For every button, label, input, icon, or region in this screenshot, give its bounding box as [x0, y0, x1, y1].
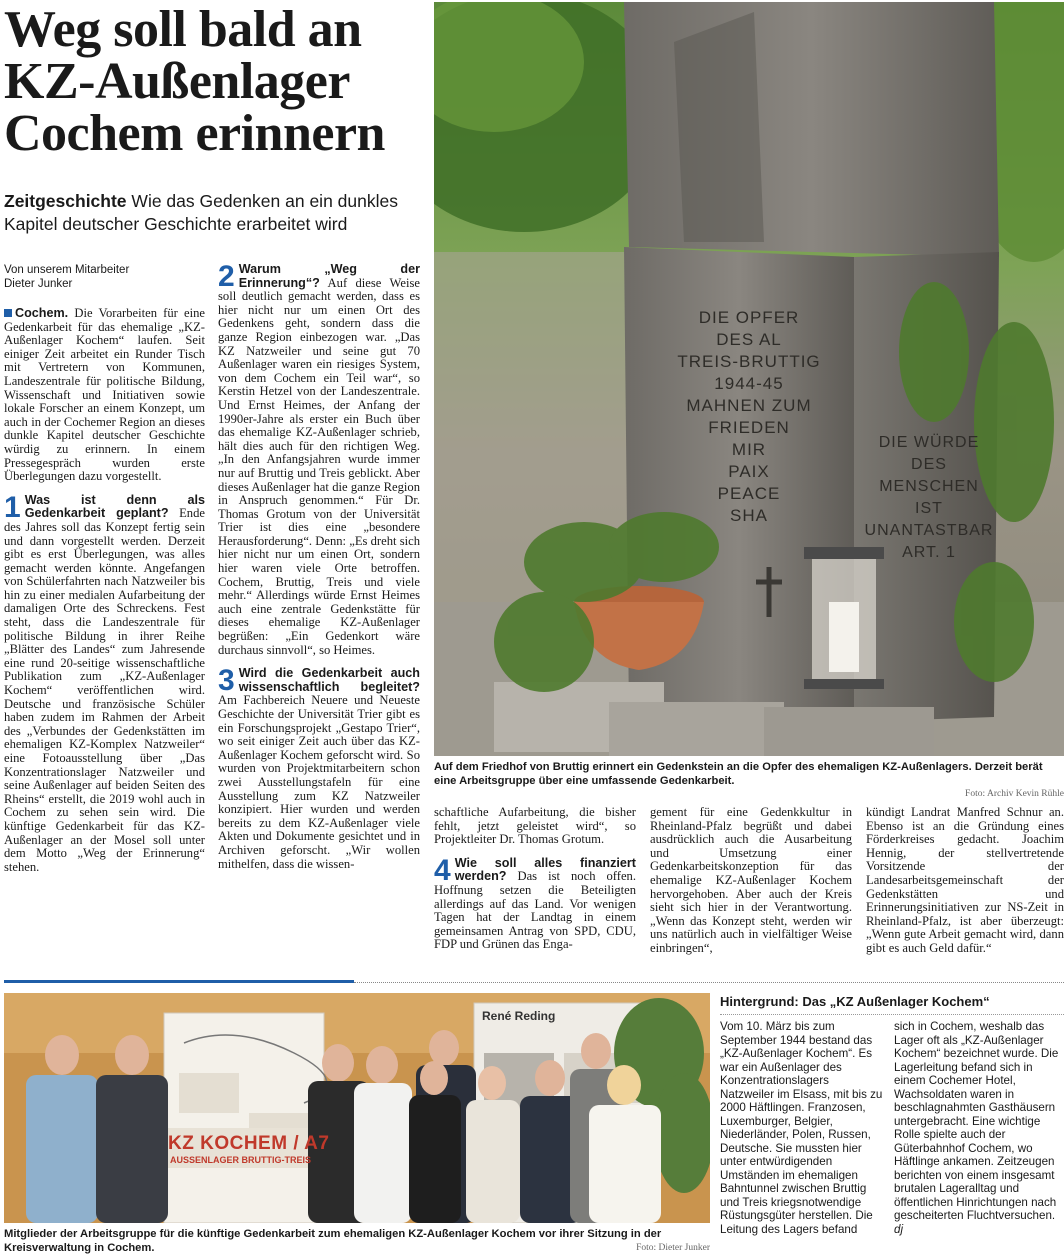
column-1: [4, 307, 205, 874]
photo-group: [4, 993, 710, 1223]
question-4-title: Wie soll alles finanziert werden?: [454, 855, 636, 884]
byline-line-2: Dieter Junker: [4, 278, 73, 290]
inscription-line: MAHNEN ZUM FRIEDEN: [686, 396, 812, 437]
intro-text: Die Vorarbeiten für eine Gedenkarbeit für das ehemalige „KZ-Außenlager Kochem“ laufen. Seit einiger Zeit arbeitet ein Runder Tisch mit Vertretern von Kommunen, Landeszentrale für politische Bildung, Wissenschaft und Initiativen sowie lokale Forscher an einem Konzept, um auch in der Cochemer Region an dieses dunkle Kapitel deutscher Geschichte würdig zu erinnern. In einem Pressegespräch wurden erste Überlegungen dazu vorgestellt.: [4, 306, 205, 484]
column-3-continuation: schaftliche Aufarbeitung, die bisher fehlt, jetzt geleistet wird“, so Projektleiter Dr. Thomas Grotum.: [434, 805, 636, 847]
photo-1-credit: Foto: Archiv Kevin Rühle: [965, 789, 1064, 799]
subhead-rubric: Zeitgeschichte: [4, 191, 127, 211]
inscription-line: UNANTASTBAR: [864, 522, 994, 539]
photo-1-caption: Auf dem Friedhof von Bruttig erinnert ein Gedenkstein an die Opfer des ehemaligen KZ-Außenlagers. Derzeit berät eine Arbeitsgruppe über eine umfassende Gedenkarbeit.: [434, 761, 1043, 787]
column-4: [650, 806, 852, 956]
subheadline: [4, 190, 429, 236]
question-2-title: Warum „Weg der Erinnerung“?: [238, 262, 420, 290]
poster-name: René Reding: [482, 1009, 556, 1023]
inscription-line: ART. 1: [902, 544, 956, 561]
question-3-number: 3: [218, 664, 235, 698]
inscription-line: DIE WÜRDE: [878, 434, 980, 451]
photo-memorial-stone: [434, 2, 1064, 756]
column-2: [218, 260, 420, 871]
accent-square: [4, 309, 12, 317]
inscription-line: IST: [915, 500, 943, 517]
headline-line-1: Weg soll bald an: [4, 1, 362, 58]
intro-place: Cochem.: [15, 306, 69, 320]
question-3: [218, 664, 420, 871]
question-1-text: Ende des Jahres soll das Konzept fertig sein und dann vorgestellt werden. Derzeit gibt es erst Überlegungen, was alles gemacht werden könnte. Angefangen von Schülerfahrten nach Natzweiler bis hin zu einer medialen Aufarbeitung der damaligen Orte des Schreckens. Fest steht, dass die Landeszentrale für politische Bildung in ihrer Reihe „Blätter des Landes“ zum Jahresende eine rund 20-seitige wissenschaftliche Publikation zum „KZ-Außenlager Kochem“ veröffentlichen wird. Deutsche und französische Schüler haben zudem im Rahmen der Arbeit des „Verbundes der Gedenkstätten im ehemaligen KZ-Komplex Natzweiler“ eine Fotoausstellung über „Das Konzentrationslager Natzweiler und seine Außenlager auf beiden Seiten des Rheins“ erstellt, die 2019 wohl auch in Cochem zu sehen sein wird. Die künftige Gedenkarbeit für das KZ-Außenlager an der Mosel soll unter dem Motto „Weg der Erinnerung“ stehen.: [4, 506, 205, 874]
question-2: [218, 260, 420, 657]
inscription-line: SHA: [730, 506, 768, 525]
photo-2-credit: Foto: Dieter Junker: [636, 1243, 710, 1253]
background-box-column-2: [894, 1020, 1064, 1254]
photo-2-caption: Mitglieder der Arbeitsgruppe für die künftige Gedenkarbeit zum ehemaligen KZ-Außenlager Kochem vor ihrer Sitzung in der Kreisverwaltung in Cochem.: [4, 1228, 662, 1254]
inscription-line: DIE OPFER: [698, 308, 800, 327]
inscription-line: MIR: [731, 440, 767, 459]
stone-inscription-right: [859, 432, 999, 564]
byline-line-1: Von unserem Mitarbeiter: [4, 264, 130, 276]
author-signature: dj: [894, 1222, 904, 1236]
question-1-title: Was ist denn als Gedenkarbeit geplant?: [24, 492, 205, 521]
inscription-line: DES MENSCHEN: [879, 456, 979, 495]
question-3-title: Wird die Gedenkarbeit auch wissenschaftlich begleitet?: [238, 666, 420, 694]
banner-big-text: KZ KOCHEM / A7: [168, 1133, 330, 1154]
intro-paragraph: [4, 307, 205, 484]
column-5-text: kündigt Landrat Manfred Schnur an. Ebenso ist an die Gründung eines Förderkreises gedacht. Joachim Hennig, der stellvertretende Vorsitzende der Landesarbeitsgemeinschaft der Gedenkstätten und Erinnerungsinitiativen zur NS-Zeit in Rheinland-Pfalz, ist aber überzeugt: „Wenn gute Arbeit gemacht wird, dann gibt es auch Geld dafür.“: [866, 805, 1064, 955]
question-1-number: 1: [4, 490, 21, 524]
background-box-divider: [720, 1014, 1064, 1015]
stone-inscription-left: [644, 307, 854, 527]
question-4-number: 4: [434, 853, 451, 887]
column-3: [434, 806, 636, 952]
question-1: [4, 490, 205, 875]
inscription-line: PEACE: [717, 484, 781, 503]
headline-line-2: KZ-Außenlager: [4, 53, 350, 110]
group-photo-svg: [4, 993, 710, 1223]
column-4-text: gement für eine Gedenkkultur in Rheinland-Pfalz begrüßt und dabei ausdrücklich auch die Ausarbeitung und Umsetzung einer Gedenkarbeitskonzeption für das ehemalige KZ-Außenlager Kochem hervorgehoben. Aber auch der Kreis sieht sich hier in der Verantwortung. „Wenn das Konzept steht, werden wir uns natürlich auch in vielfältiger Weise einbringen“,: [650, 805, 852, 955]
column-5: [866, 806, 1064, 956]
question-4: [434, 853, 636, 952]
headline-line-3: Cochem erinnern: [4, 105, 385, 162]
byline: [4, 263, 129, 291]
background-box-column-2-text: sich in Cochem, weshalb das Lager oft als „KZ-Außenlager Kochem“ bezeichnet wurde. Die Lagerleitung befand sich in einem Cochemer Hotel, Wachsoldaten waren in beschlagnahmten Gasthäusern untergebracht. Eine wichtige Rolle spielte auch der Güterbahnhof Cochem, wo Häftlinge ankamen. Zeitzeugen berichten von einem insgesamt brutalen Lageralltag und öffentlichen Hinrichtungen nach gescheiterten Fluchtversuchen.: [894, 1020, 1059, 1222]
banner-small-text: AUSSENLAGER BRUTTIG-TREIS: [170, 1155, 312, 1165]
background-box-title: Hintergrund: Das „KZ Außenlager Kochem“: [720, 994, 990, 1009]
section-divider: [4, 980, 354, 983]
question-4-text: Das ist noch offen. Hoffnung setzen die Beteiligten allerdings auf das Land. Vor wenigen Tagen hat der Landtag in einem gemeinsamen Antrag von SPD, CDU, FDP und Grünen das Enga-: [434, 869, 636, 952]
question-3-text: Am Fachbereich Neuere und Neueste Geschichte der Universität Trier gibt es ein Forschungsprojekt „Gestapo Trier“, wo seit einiger Zeit auch über das KZ-Außenlager Kochem geforscht wird. So wurden von Projektmitarbeitern schon zwei Ausstellungstafeln für eine Ausstellung zum KZ Natzweiler konzipiert. Hier wurden und werden bereits zu dem KZ-Außenlager viele Akten und Dokumente gesichtet und in Archiven geforscht. „Wir wollen mithelfen, dass die wissen-: [218, 693, 420, 871]
question-2-text: Auf diese Weise soll deutlich gemacht werden, dass es hier nicht nur um einen Ort des Gedenkens geht, sondern dass die ganze Region einbezogen war. „Das KZ Natzweiler und seine gut 70 Außenlager waren ein riesiges System, von dem Cochem ein Teil war“, so Kerstin Hetzel von der Landeszentrale. Und Ernst Heimes, der Anfang der 1990er-Jahre als erster ein Buch über das ehemalige KZ-Außenlager schrieb, hält dies auch für den richtigen Weg. „In den Anfangsjahren wurde immer nur auf Bruttig und Treis geblickt. Aber dieses Außenlager hat die ganze Region in Anspruch genommen.“ Für Dr. Thomas Grotum von der Universität Trier ist dies eine „besondere Herausforderung“. Denn: „Es dreht sich hier nicht nur um einen Ort, sondern hier waren viele Orte betroffen. Cochem, Bruttig, Treis und viele mehr.“ Allerdings würde Ernst Heimes auch eine zentrale Gedenkstätte für dieses ehemalige KZ-Außenlager begrüßen: „Ein Gedenkort wäre durchaus sinnvoll“, so Heimes.: [218, 275, 420, 657]
section-divider-dotted: [354, 982, 1064, 983]
inscription-line: TREIS-BRUTTIG: [677, 352, 821, 371]
inscription-line: DES AL: [716, 330, 782, 349]
background-box-column-1: Vom 10. März bis zum September 1944 bestand das „KZ-Außenlager Kochem“. Es war ein Außenlager des Konzentrationslagers Natzweiler im Elsass, mit bis zu 2000 Häftlingen. Franzosen, Luxemburger, Belgier, Niederländer, Polen, Russen, Deutsche. Sie mussten hier unter entwürdigenden Umständen im ehemaligen Bahntunnel zwischen Bruttig und Treis kriegsnotwendige Rüstungsgüter herstellen. Die Leitung des Lagers befand: [720, 1020, 883, 1236]
subhead-text: Wie das Gedenken an ein dunkles Kapitel deutscher Geschichte erarbeitet wird: [4, 191, 398, 234]
inscription-line: PAIX: [728, 462, 770, 481]
question-2-number: 2: [218, 260, 235, 293]
headline: [4, 1, 429, 162]
inscription-line: 1944-45: [714, 374, 784, 393]
